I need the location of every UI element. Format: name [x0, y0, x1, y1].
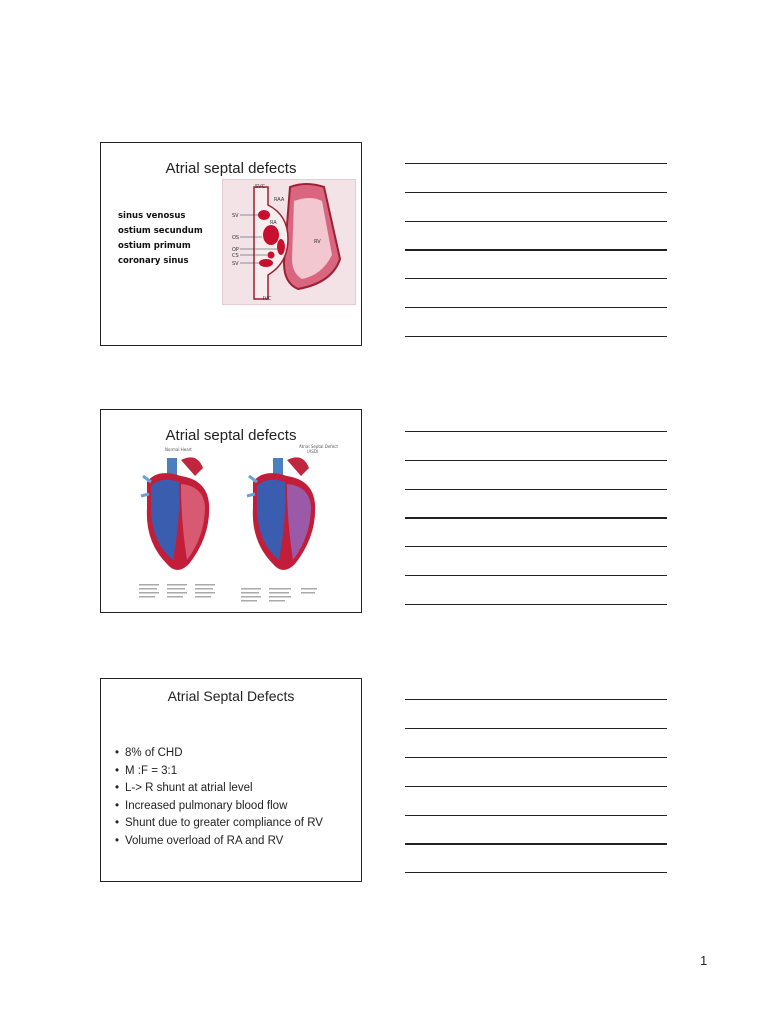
label-cs: CS	[232, 253, 239, 259]
bullet-list	[115, 745, 323, 850]
label-os: OS	[232, 235, 240, 241]
note-line	[405, 489, 667, 490]
slide-1	[100, 142, 362, 346]
asd-type-list	[118, 209, 203, 269]
note-line	[405, 786, 667, 787]
note-line	[405, 336, 667, 337]
note-line	[405, 872, 667, 873]
list-item: sinus venosus	[118, 211, 186, 221]
note-line	[405, 699, 667, 700]
note-line	[405, 757, 667, 758]
slide-title: Atrial septal defects	[165, 160, 297, 177]
slide-3	[100, 678, 362, 882]
list-item: ostium primum	[118, 241, 191, 251]
asd-heart-caption-1: Atrial Septal Defect	[299, 444, 338, 449]
note-line	[405, 517, 667, 519]
note-line	[405, 843, 667, 845]
label-ivc: IVC	[263, 296, 272, 302]
label-ra: RA	[270, 220, 277, 226]
note-line	[405, 460, 667, 461]
label-sv-top: SV	[232, 213, 239, 219]
note-line	[405, 192, 667, 193]
asd-heart-illustration	[239, 440, 339, 606]
note-line	[405, 815, 667, 816]
slide-title: Atrial septal defects	[165, 427, 297, 444]
normal-heart-illustration	[137, 446, 227, 606]
bullet-item: • Volume overload of RA and RV	[115, 833, 323, 851]
note-line	[405, 728, 667, 729]
asd-location-diagram	[222, 179, 356, 305]
list-item: coronary sinus	[118, 256, 189, 266]
list-item: ostium secundum	[118, 226, 203, 236]
note-line	[405, 546, 667, 547]
slide-2	[100, 409, 362, 613]
label-op: OP	[232, 247, 239, 253]
note-line	[405, 431, 667, 432]
note-line	[405, 221, 667, 222]
label-sv-bottom: SV	[232, 261, 239, 267]
note-line	[405, 249, 667, 251]
slide-title: Atrial Septal Defects	[167, 688, 295, 704]
note-line	[405, 278, 667, 279]
asd-heart-caption-2: (ASD)	[307, 449, 319, 454]
page-number: 1	[700, 953, 708, 968]
label-svc: SVC	[255, 184, 266, 190]
normal-heart-caption: Normal Heart	[165, 447, 192, 452]
bullet-item: • Increased pulmonary blood flow	[115, 798, 323, 816]
note-line	[405, 307, 667, 308]
bullet-item: • M :F = 3:1	[115, 763, 323, 781]
note-line	[405, 575, 667, 576]
label-rv: RV	[314, 239, 321, 245]
label-raa: RAA	[274, 197, 285, 203]
bullet-item: • L-> R shunt at atrial level	[115, 780, 323, 798]
bullet-item: • 8% of CHD	[115, 745, 323, 763]
note-line	[405, 163, 667, 164]
note-line	[405, 604, 667, 605]
bullet-item: • Shunt due to greater compliance of RV	[115, 815, 323, 833]
